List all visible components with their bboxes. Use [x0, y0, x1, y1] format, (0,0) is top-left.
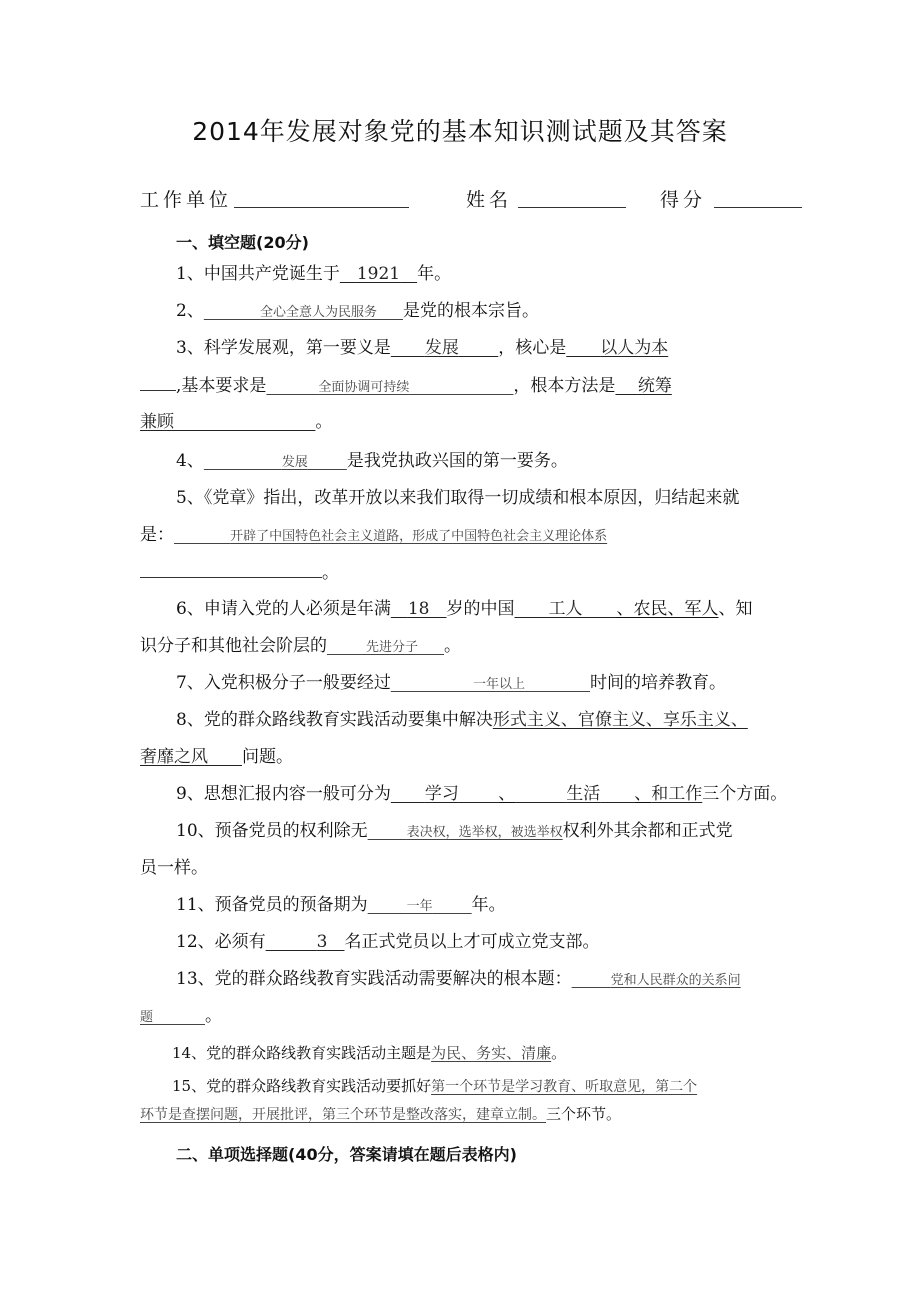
question-6-line1 [176, 597, 752, 621]
question-1 [176, 262, 451, 286]
q7-text: 7、入党积极分子一般要经过 [176, 673, 391, 693]
question-13-line2 [140, 1004, 222, 1030]
q3-answer-4b: 兼顾 [140, 412, 174, 432]
page-title: 2014年发展对象党的基本知识测试题及其答案 [192, 117, 728, 146]
q10-text: 10、预备党员的权利除无 [176, 821, 368, 841]
q7-post: 时间的培养教育。 [589, 673, 726, 693]
q6-text: 6、申请入党的人必须是年满 [176, 599, 391, 619]
q6-mid2: 、农民、军人 [616, 599, 719, 619]
q3-text: 3、科学发展观，第一要义是 [176, 338, 391, 358]
q15-answer-2: 环节是查摆问题，开展批评，第三个环节是整改落实，建章立制。 [140, 1107, 546, 1123]
q2-answer: 全心全意人为民服务 [259, 305, 377, 320]
q5-pre2: 是： [140, 525, 174, 545]
q4-answer: 发展 [281, 455, 308, 470]
q6-answer-1: 18 [407, 599, 430, 619]
question-6-line2 [140, 634, 461, 660]
q14-answer: 为民、务实、清廉 [431, 1044, 552, 1062]
q2-post: 是党的根本宗旨。 [402, 301, 539, 321]
q11-answer: 一年 [406, 899, 433, 914]
q1-post: 年。 [417, 264, 452, 284]
q10-post: 权利外其余都和正式党 [562, 821, 733, 841]
question-15-line1 [172, 1074, 697, 1099]
q6-answer-3: 先进分子 [366, 640, 419, 655]
q3-mid2: ,基本要求是 [176, 376, 267, 396]
question-10-line1 [176, 819, 733, 845]
q1-text: 1、中国共产党诞生于 [176, 264, 340, 284]
q6-answer-2: 工人 [548, 599, 583, 619]
question-3-line2 [140, 373, 672, 400]
section-single-choice-heading: 二、单项选择题(40分，答案请填在题后表格内) [176, 1145, 517, 1164]
q12-answer: 3 [316, 932, 328, 952]
q5-post: 。 [322, 563, 339, 583]
q3-post: 。 [315, 412, 333, 432]
unit-label: 工作单位 [140, 189, 233, 211]
q7-answer: 一年以上 [472, 677, 525, 692]
q14-post: 。 [551, 1044, 567, 1062]
section-fill-in-heading: 一、填空题(20分) [176, 233, 309, 252]
q9-text: 9、思想汇报内容一般可分为 [176, 784, 391, 804]
unit-blank[interactable] [234, 207, 409, 208]
q4-text: 4、 [176, 451, 204, 471]
q2-text: 2、 [176, 301, 204, 321]
q9-answer-2: 生活 [566, 784, 601, 804]
q4-post: 是我党执政兴国的第一要务。 [346, 451, 568, 471]
q3-blank [140, 373, 176, 391]
q5-blank [140, 560, 322, 578]
q12-post: 名正式党员以上才可成立党支部。 [344, 932, 600, 952]
question-3-line3 [140, 410, 332, 434]
question-9 [176, 782, 787, 806]
question-7 [176, 671, 726, 697]
score-label: 得分 [660, 189, 707, 211]
q13-text: 13、党的群众路线教育实践活动需要解决的根本题： [176, 969, 572, 989]
question-13-line1 [176, 967, 741, 993]
q14-text: 14、党的群众路线教育实践活动主题是 [172, 1044, 432, 1062]
q9-post: 三个方面。 [702, 784, 788, 804]
q3-answer-2: 以人为本 [600, 338, 669, 358]
q11-post: 年。 [471, 895, 506, 915]
question-5-line1: 5、《党章》指出，改革开放以来我们取得一切成绩和根本原因，归结起来就 [176, 488, 740, 508]
q13-answer-2: 题 [140, 1010, 154, 1025]
q1-answer: 1921 [356, 264, 401, 284]
q3-answer-4a: 统筹 [637, 376, 672, 396]
question-12 [176, 930, 599, 954]
question-3-line1 [176, 336, 668, 360]
q6-pre2: 识分子和其他社会阶层的 [140, 636, 327, 656]
q9-sep1: 、 [498, 784, 516, 804]
name-label: 姓名 [466, 189, 513, 211]
q8-answer-2: 奢靡之风 [140, 747, 208, 767]
q15-post: 三个环节。 [546, 1105, 622, 1123]
q10-answer: 表决权，选举权，被选举权 [406, 825, 563, 840]
question-8-line2 [140, 745, 293, 769]
question-8-line1 [176, 708, 748, 732]
q9-answer-3: 和工作 [651, 784, 703, 804]
q12-text: 12、必须有 [176, 932, 266, 952]
score-blank[interactable] [714, 207, 802, 208]
q13-post: 。 [205, 1006, 223, 1026]
question-11 [176, 893, 506, 919]
q9-answer-1: 学习 [424, 784, 459, 804]
q3-mid1: ，核心是 [498, 338, 567, 358]
q3-answer-3: 全面协调可持续 [318, 380, 410, 395]
q3-answer-1: 发展 [424, 338, 459, 358]
question-4 [176, 449, 568, 475]
q6-post1: 、知 [718, 599, 753, 619]
q8-post: 问题。 [242, 747, 293, 767]
q3-mid3: ，根本方法是 [513, 376, 616, 396]
header-info-row [140, 185, 802, 215]
question-10-line2: 员一样。 [140, 858, 208, 878]
q8-answer-1: 形式主义、官僚主义、享乐主义、 [492, 710, 748, 730]
name-blank[interactable] [518, 207, 626, 208]
question-2 [176, 299, 539, 325]
q6-post2: 。 [444, 636, 462, 656]
q8-text: 8、党的群众路线教育实践活动要集中解决 [176, 710, 493, 730]
q9-sep2: 、 [634, 784, 652, 804]
q5-answer: 开辟了中国特色社会主义道路，形成了中国特色社会主义理论体系 [230, 529, 608, 544]
q13-answer-1: 党和人民群众的关系问 [610, 973, 741, 988]
q6-mid1: 岁的中国 [446, 599, 515, 619]
question-14 [172, 1041, 566, 1065]
question-5-line2 [140, 523, 607, 549]
question-15-line2 [140, 1102, 621, 1127]
question-5-line3 [140, 560, 339, 585]
q15-answer-1: 第一个环节是学习教育、听取意见，第二个 [431, 1079, 698, 1095]
q15-text: 15、党的群众路线教育实践活动要抓好 [172, 1077, 432, 1095]
q11-text: 11、预备党员的预备期为 [176, 895, 368, 915]
